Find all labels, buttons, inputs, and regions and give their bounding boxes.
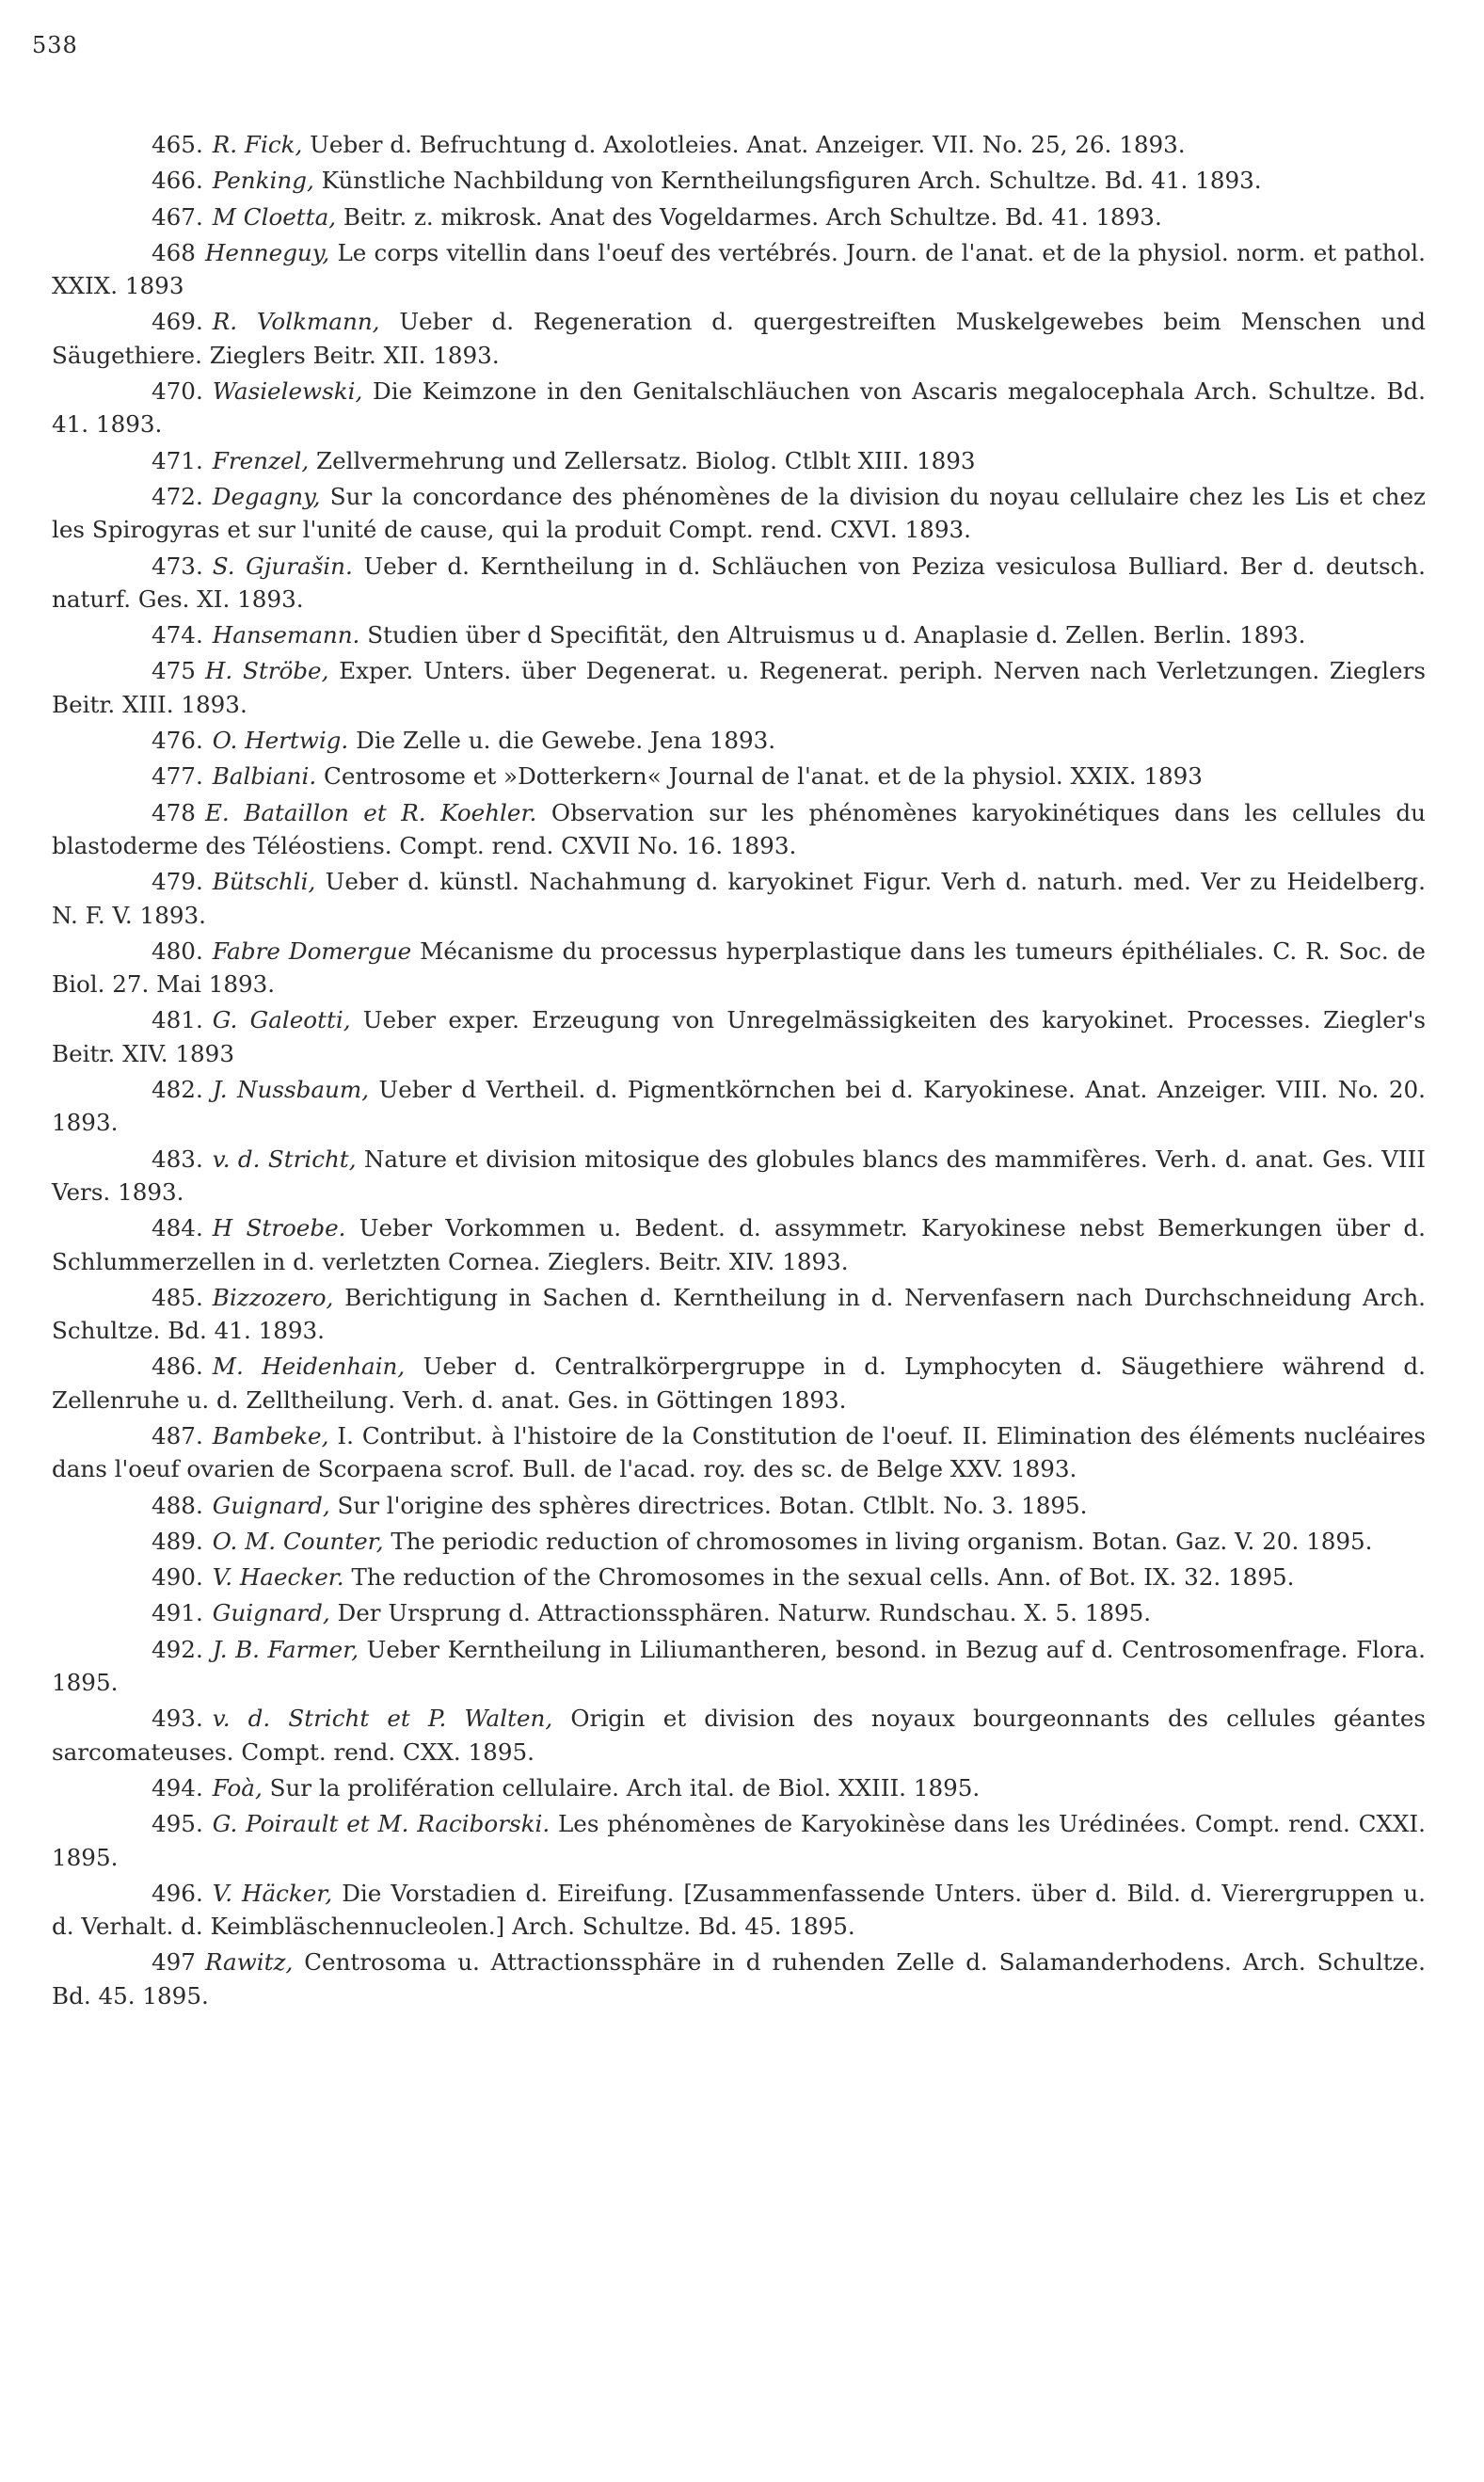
reference-number: 479.: [152, 868, 203, 896]
reference-author: G. Poirault et M. Raciborski.: [212, 1810, 551, 1838]
reference-entry: [52, 305, 1426, 372]
reference-text: The reduction of the Chromosomes in the sexual cells. Ann. of Bot. IX. 32. 1895.: [351, 1563, 1295, 1592]
reference-number: 495.: [152, 1810, 203, 1838]
reference-text: Sur la concordance des phénomènes de la division du noyau cellulaire chez les Lis et chez les Spirogyras et sur l'unité de cause, qui la produit Compt. rend. CXVI. 1893.: [52, 482, 1427, 544]
reference-author: V. Haecker.: [212, 1563, 344, 1592]
reference-author: H Stroebe.: [212, 1214, 346, 1242]
reference-text: Sur l'origine des sphères directrices. Botan. Ctlblt. No. 3. 1895.: [337, 1491, 1088, 1519]
reference-text: Les phénomènes de Karyokinèse dans les Urédinées. Compt. rend. CXXI. 1895.: [52, 1810, 1426, 1871]
reference-number: 496.: [152, 1879, 203, 1907]
reference-entry: [52, 480, 1426, 547]
reference-text: Der Ursprung d. Attractionssphären. Naturw. Rundschau. X. 5. 1895.: [337, 1599, 1152, 1627]
reference-number: 494.: [152, 1773, 203, 1801]
reference-entry: [52, 1596, 1426, 1629]
reference-text: Zellvermehrung und Zellersatz. Biolog. Ctlblt XIII. 1893: [316, 446, 976, 474]
reference-entry: [52, 1807, 1426, 1874]
reference-author: J. B. Farmer,: [212, 1635, 359, 1663]
reference-text: Ueber d. Kerntheilung in d. Schläuchen von Peziza vesiculosa Bulliard. Ber d. deutsch. naturf. Ges. XI. 1893.: [52, 552, 1426, 613]
reference-text: Berichtigung in Sachen d. Kerntheilung in d. Nervenfasern nach Durchschneidung Arch. Schultze. Bd. 41. 1893.: [52, 1283, 1426, 1345]
reference-number: 477.: [152, 762, 203, 791]
reference-author: O. Hertwig.: [212, 727, 349, 755]
reference-author: Penking,: [212, 167, 314, 195]
reference-number: 484.: [152, 1214, 203, 1242]
reference-entry: [52, 1003, 1426, 1070]
reference-entry: [52, 1350, 1426, 1417]
reference-entry: [52, 618, 1426, 651]
reference-text: Ueber d. Befruchtung d. Axolotleies. Anat. Anzeiger. VII. No. 25, 26. 1893.: [310, 131, 1186, 158]
reference-entry: [52, 200, 1426, 233]
reference-number: 485.: [152, 1283, 203, 1311]
reference-author: Fabre Domergue: [212, 937, 412, 965]
reference-number: 483.: [152, 1145, 203, 1173]
reference-entry: [52, 935, 1426, 1001]
page-number: 538: [32, 32, 78, 58]
reference-text: Künstliche Nachbildung von Kerntheilungsfiguren Arch. Schultze. Bd. 41. 1893.: [321, 167, 1262, 195]
reference-entry: [52, 236, 1426, 303]
reference-author: Henneguy,: [204, 238, 330, 266]
reference-number: 471.: [152, 446, 203, 474]
reference-number: 476.: [152, 727, 203, 755]
reference-number: 490.: [152, 1563, 203, 1592]
reference-number: 489.: [152, 1527, 203, 1555]
reference-entry: [52, 1211, 1426, 1278]
reference-text: Sur la prolifération cellulaire. Arch ital. de Biol. XXIII. 1895.: [269, 1773, 981, 1801]
reference-number: 482.: [152, 1076, 203, 1104]
reference-number: 492.: [152, 1635, 203, 1663]
reference-text: Ueber Vorkommen u. Bedent. d. assymmetr. Karyokinese nebst Bemerkungen über d. Schlummerzellen in d. verletzten Cornea. Zieglers. Beitr. XIV. 1893.: [52, 1214, 1426, 1275]
reference-author: R. Fick,: [212, 131, 303, 158]
reference-author: R. Volkmann,: [212, 308, 380, 336]
reference-author: Foà,: [212, 1773, 263, 1801]
reference-number: 468: [152, 238, 196, 266]
reference-entry: [52, 1702, 1426, 1769]
reference-number: 472.: [152, 482, 203, 510]
reference-entry: [52, 1633, 1426, 1700]
reference-author: H. Ströbe,: [204, 657, 329, 685]
reference-number: 467.: [152, 202, 203, 231]
reference-author: Degagny,: [212, 482, 321, 510]
reference-author: Wasielewski,: [212, 377, 363, 406]
reference-number: 480.: [152, 937, 203, 965]
reference-text: Die Zelle u. die Gewebe. Jena 1893.: [356, 727, 776, 755]
reference-number: 488.: [152, 1491, 203, 1519]
reference-number: 470.: [152, 377, 203, 406]
reference-text: Mécanisme du processus hyperplastique dans les tumeurs épithéliales. C. R. Soc. de Biol. 27. Mai 1893.: [52, 937, 1426, 999]
reference-number: 475: [152, 657, 196, 685]
reference-author: M Cloetta,: [212, 202, 337, 231]
reference-text: Nature et division mitosique des globules blancs des mammifères. Verh. d. anat. Ges. VIII Vers. 1893.: [52, 1145, 1426, 1206]
reference-entry: [52, 1771, 1426, 1804]
reference-entry: [52, 865, 1426, 932]
reference-author: Hansemann.: [212, 621, 360, 649]
reference-author: S. Gjurašin.: [212, 552, 353, 580]
reference-text: Ueber d Vertheil. d. Pigmentkörnchen bei d. Karyokinese. Anat. Anzeiger. VIII. No. 20. 1893.: [52, 1076, 1426, 1137]
reference-author: V. Häcker,: [212, 1879, 333, 1907]
reference-author: O. M. Counter,: [212, 1527, 384, 1555]
reference-author: Balbiani.: [212, 762, 317, 791]
reference-entry: [52, 164, 1426, 197]
reference-author: E. Bataillon et R. Koehler.: [204, 798, 537, 826]
reference-entry: [52, 375, 1426, 441]
reference-entry: [52, 1489, 1426, 1522]
reference-number: 469.: [152, 308, 203, 336]
reference-author: G. Galeotti,: [212, 1006, 351, 1034]
reference-author: Bambeke,: [212, 1421, 329, 1449]
reference-entry: [52, 1281, 1426, 1348]
reference-text: Die Keimzone in den Genitalschläuchen von Ascaris megalocephala Arch. Schultze. Bd. 41. 1893.: [52, 377, 1426, 439]
reference-author: Bütschli,: [212, 868, 316, 896]
reference-entry: [52, 1073, 1426, 1140]
reference-entry: [52, 1561, 1426, 1593]
reference-text: Ueber exper. Erzeugung von Unregelmässigkeiten des karyokinet. Processes. Ziegler's Beitr. XIV. 1893: [52, 1006, 1426, 1067]
reference-text: Centrosome et »Dotterkern« Journal de l'anat. et de la physiol. XXIX. 1893: [324, 762, 1203, 791]
reference-author: J. Nussbaum,: [212, 1076, 370, 1104]
reference-list: [52, 128, 1426, 2015]
reference-author: v. d. Stricht et P. Walten,: [212, 1705, 553, 1733]
reference-text: I. Contribut. à l'histoire de la Constitution de l'oeuf. II. Elimination des éléments nucléaires dans l'oeuf ovarien de Scorpaena scrof. Bull. de l'acad. roy. des sc. de Belge XXV. 1893.: [52, 1421, 1426, 1483]
reference-number: 497: [152, 1948, 196, 1977]
reference-author: Guignard,: [212, 1491, 330, 1519]
reference-entry: [52, 1419, 1426, 1486]
reference-number: 474.: [152, 621, 203, 649]
reference-text: Beitr. z. mikrosk. Anat des Vogeldarmes. Arch Schultze. Bd. 41. 1893.: [343, 202, 1162, 231]
reference-number: 466.: [152, 167, 203, 195]
reference-number: 481.: [152, 1006, 203, 1034]
reference-entry: [52, 1877, 1426, 1944]
reference-entry: [52, 128, 1426, 161]
reference-text: Exper. Unters. über Degenerat. u. Regenerat. periph. Nerven nach Verletzungen. Zieglers Beitr. XIII. 1893.: [52, 657, 1426, 718]
reference-entry: [52, 760, 1426, 793]
reference-text: Ueber d. künstl. Nachahmung d. karyokinet Figur. Verh d. naturh. med. Ver zu Heidelberg. N. F. V. 1893.: [52, 868, 1426, 929]
reference-text: Origin et division des noyaux bourgeonnants des cellules géantes sarcomateuses. Compt. rend. CXX. 1895.: [52, 1705, 1426, 1766]
reference-text: Observation sur les phénomènes karyokinétiques dans les cellules du blastoderme des Téléostiens. Compt. rend. CXVII No. 16. 1893.: [52, 798, 1427, 859]
reference-text: Ueber d. Centralkörpergruppe in d. Lymphocyten d. Säugethiere während d. Zellenruhe u. d. Zelltheilung. Verh. d. anat. Ges. in Göttingen 1893.: [52, 1353, 1426, 1414]
reference-author: Frenzel,: [212, 446, 310, 474]
reference-entry: [52, 654, 1426, 721]
reference-entry: [52, 550, 1426, 616]
reference-entry: [52, 1525, 1426, 1558]
reference-number: 473.: [152, 552, 203, 580]
reference-text: Studien über d Specifität, den Altruismus u d. Anaplasie d. Zellen. Berlin. 1893.: [367, 621, 1306, 649]
reference-number: 491.: [152, 1599, 203, 1627]
reference-number: 486.: [152, 1353, 203, 1381]
reference-entry: [52, 444, 1426, 477]
reference-number: 493.: [152, 1705, 203, 1733]
reference-number: 487.: [152, 1421, 203, 1449]
reference-text: Ueber d. Regeneration d. quergestreiften Muskelgewebes beim Menschen und Säugethiere. Zieglers Beitr. XII. 1893.: [52, 308, 1427, 369]
reference-number: 465.: [152, 131, 203, 158]
reference-number: 478: [152, 798, 196, 826]
reference-text: Le corps vitellin dans l'oeuf des vertébrés. Journ. de l'anat. et de la physiol. norm. et pathol. XXIX. 1893: [52, 238, 1426, 300]
reference-author: Guignard,: [212, 1599, 330, 1627]
reference-entry: [52, 1143, 1426, 1209]
reference-text: The periodic reduction of chromosomes in living organism. Botan. Gaz. V. 20. 1895.: [391, 1527, 1373, 1555]
reference-author: M. Heidenhain,: [212, 1353, 406, 1381]
reference-text: Die Vorstadien d. Eireifung. [Zusammenfassende Unters. über d. Bild. d. Vierergruppen u. d. Verhalt. d. Keimbläschennucleolen.] Arch. Schultze. Bd. 45. 1895.: [52, 1879, 1426, 1941]
reference-entry: [52, 1946, 1426, 2012]
reference-text: Centrosoma u. Attractionssphäre in d ruhenden Zelle d. Salamanderhodens. Arch. Schultze. Bd. 45. 1895.: [52, 1948, 1426, 2010]
reference-entry: [52, 724, 1426, 757]
reference-author: v. d. Stricht,: [212, 1145, 357, 1173]
reference-author: Bizzozero,: [212, 1283, 334, 1311]
reference-author: Rawitz,: [204, 1948, 294, 1977]
reference-entry: [52, 796, 1426, 863]
reference-text: Ueber Kerntheilung in Liliumantheren, besond. in Bezug auf d. Centrosomenfrage. Flora. 1895.: [52, 1635, 1426, 1697]
